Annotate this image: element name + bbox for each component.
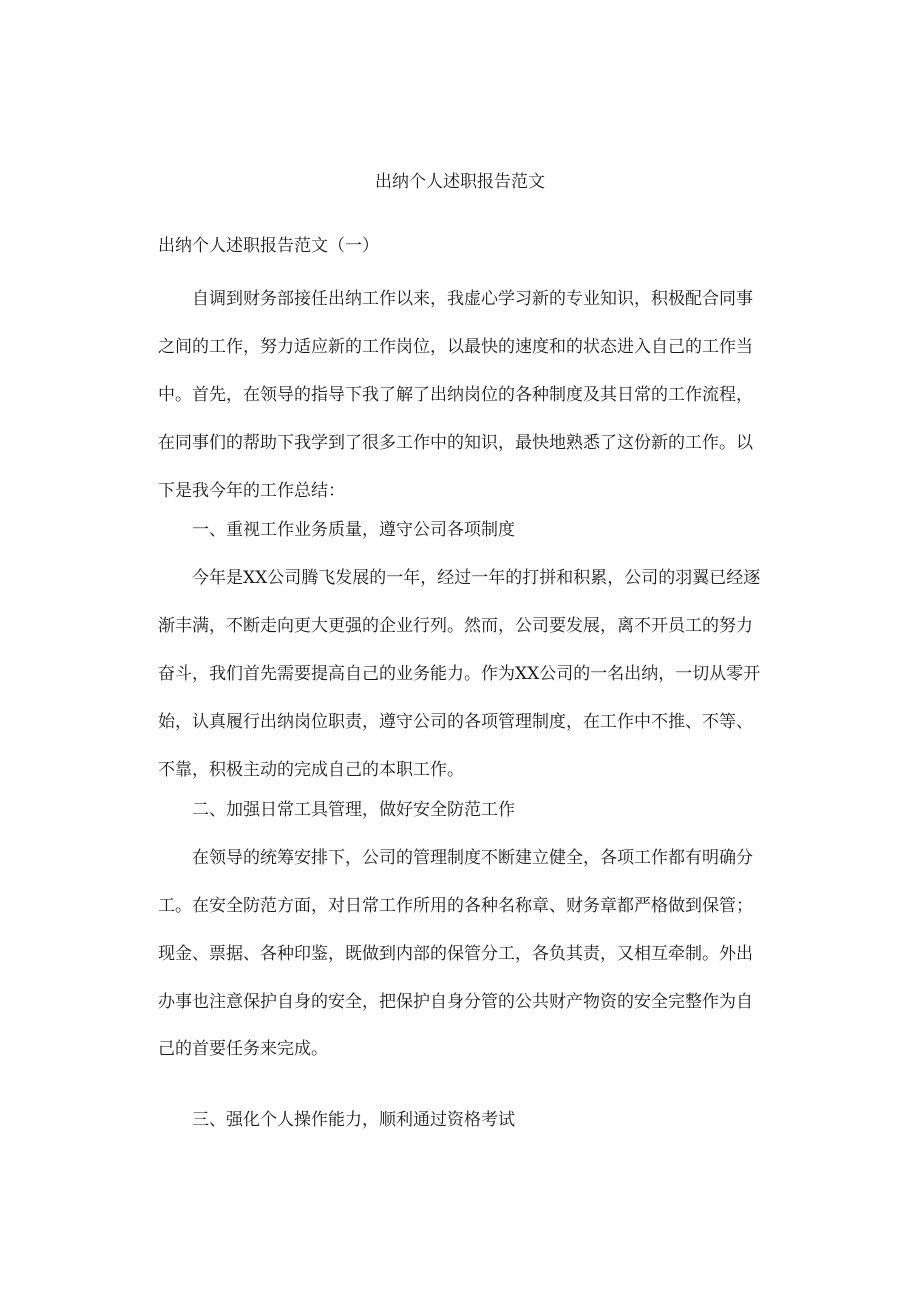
paragraph-line: 办事也注意保护自身的安全，把保护自身分管的公共财产物资的安全完整作为自 (158, 992, 753, 1012)
paragraph-line: 在同事们的帮助下我学到了很多工作中的知识，最快地熟悉了这份新的工作。以 (158, 433, 753, 453)
section-heading-1: 一、重视工作业务质量，遵守公司各项制度 (192, 520, 515, 540)
paragraph-line: 工。在安全防范方面，对日常工作所用的各种名称章、财务章都严格做到保管； (158, 896, 753, 916)
paragraph-line: 奋斗，我们首先需要提高自己的业务能力。作为XX公司的一名出纳，一切从零开 (158, 664, 761, 684)
paragraph-line: 现金、票据、各种印鉴，既做到内部的保管分工，各负其责，又相互牵制。外出 (158, 944, 753, 964)
document-title: 出纳个人述职报告范文 (375, 172, 545, 192)
paragraph-line: 不靠，积极主动的完成自己的本职工作。 (158, 760, 464, 780)
paragraph-line: 中。首先，在领导的指导下我了解了出纳岗位的各种制度及其日常的工作流程， (158, 385, 753, 405)
paragraph-line: 己的首要任务来完成。 (158, 1039, 328, 1059)
paragraph-line: 自调到财务部接任出纳工作以来，我虚心学习新的专业知识，积极配合同事 (192, 289, 753, 309)
paragraph-line: 下是我今年的工作总结： (158, 481, 345, 501)
paragraph-line: 始，认真履行出纳岗位职责，遵守公司的各项管理制度，在工作中不推、不等、 (158, 712, 753, 732)
paragraph-line: 今年是XX公司腾飞发展的一年，经过一年的打拼和积累，公司的羽翼已经逐 (192, 568, 761, 588)
paragraph-line: 之间的工作，努力适应新的工作岗位，以最快的速度和的状态进入自己的工作当 (158, 337, 753, 357)
paragraph-line: 在领导的统筹安排下，公司的管理制度不断建立健全，各项工作都有明确分 (192, 848, 753, 868)
section-heading-3: 三、强化个人操作能力，顺利通过资格考试 (192, 1110, 515, 1130)
section-heading-2: 二、加强日常工具管理，做好安全防范工作 (192, 800, 515, 820)
section-subtitle: 出纳个人述职报告范文（一） (158, 236, 379, 256)
paragraph-line: 渐丰满，不断走向更大更强的企业行列。然而，公司要发展，离不开员工的努力 (158, 616, 753, 636)
